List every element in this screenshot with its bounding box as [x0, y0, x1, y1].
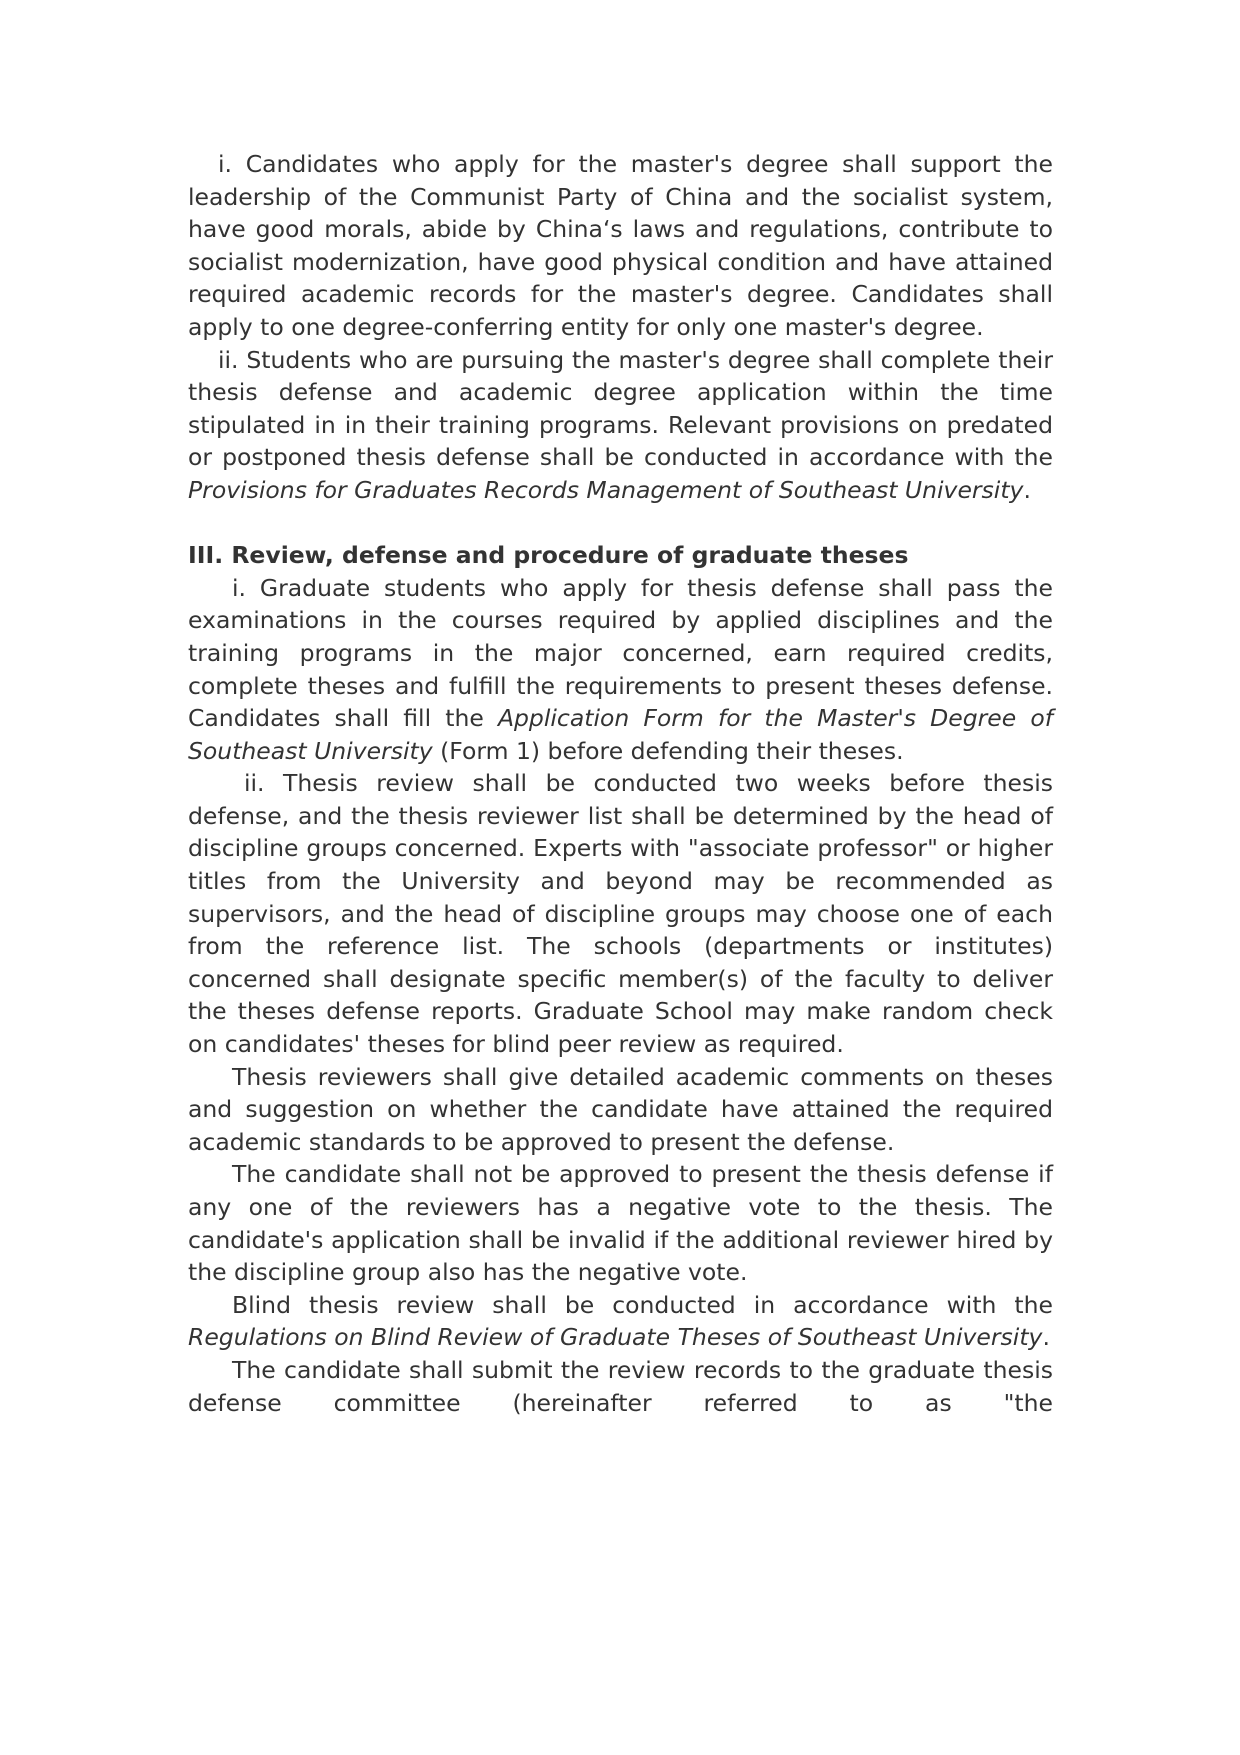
cited-form-title: Application Form for the Master's Degree of Southeast University: [188, 704, 1054, 765]
cited-regulation-title: Provisions for Graduates Records Management of Southeast University: [188, 475, 1024, 504]
text: .: [1042, 1323, 1050, 1352]
paragraph-blind-review: [188, 1289, 1053, 1354]
paragraph-iii-ii: ii. Thesis review shall be conducted two weeks before thesis defense, and the thesis reviewer list shall be determined by the head of discipline groups concerned. Experts with "associate professor" or higher titles from the University and beyond may be recommended as supervisors, and the head of discipline groups may choose one of each from the reference list. The schools (departments or institutes) concerned shall designate specific member(s) of the faculty to deliver the theses defense reports. Graduate School may make random check on candidates' theses for blind peer review as required.: [188, 769, 1053, 1059]
text: .: [1023, 475, 1031, 504]
paragraph-item-i: i. Candidates who apply for the master's degree shall support the leadership of the Communist Party of China and the socialist system, have good morals, abide by China‘s laws and regulations, contribute to socialist modernization, have good physical condition and have attained required academic records for the master's degree. Candidates shall apply to one degree-conferring entity for only one master's degree.: [188, 150, 1053, 341]
text: i. Graduate students who apply for thesis defense shall pass the examinations in the courses required by applied disciplines and the training programs in the major concerned, earn required credits, complete theses and fulfill the requirements to present theses defense. Candidates shall fill the: [188, 573, 1053, 733]
paragraph-reviewers-comments: Thesis reviewers shall give detailed academic comments on theses and suggestion on whether the candidate have attained the required academic standards to be approved to present the defense.: [188, 1062, 1053, 1156]
document-page: [188, 148, 1053, 1419]
paragraph-negative-vote: The candidate shall not be approved to present the thesis defense if any one of the reviewers has a negative vote to the thesis. The candidate's application shall be invalid if the additional reviewer hired by the discipline group also has the negative vote.: [188, 1160, 1053, 1287]
text: ii. Students who are pursuing the master's degree shall complete their thesis defense and academic degree application within the time stipulated in in their training programs. Relevant provisions on predated or postponed thesis defense shall be conducted in accordance with the: [188, 345, 1053, 472]
section-heading: III. Review, defense and procedure of graduate theses: [188, 541, 909, 570]
text: (Form 1) before defending their theses.: [432, 736, 904, 765]
paragraph-submit-records: The candidate shall submit the review records to the graduate thesis defense committee (hereinafter referred to as "the: [188, 1355, 1053, 1417]
paragraph-iii-i: [188, 572, 1053, 768]
paragraph-item-ii: [188, 344, 1053, 507]
text: Blind thesis review shall be conducted in accordance with the: [232, 1290, 1053, 1319]
cited-regulation-title: Regulations on Blind Review of Graduate Theses of Southeast University: [188, 1323, 1043, 1352]
spacer: [188, 507, 1053, 540]
